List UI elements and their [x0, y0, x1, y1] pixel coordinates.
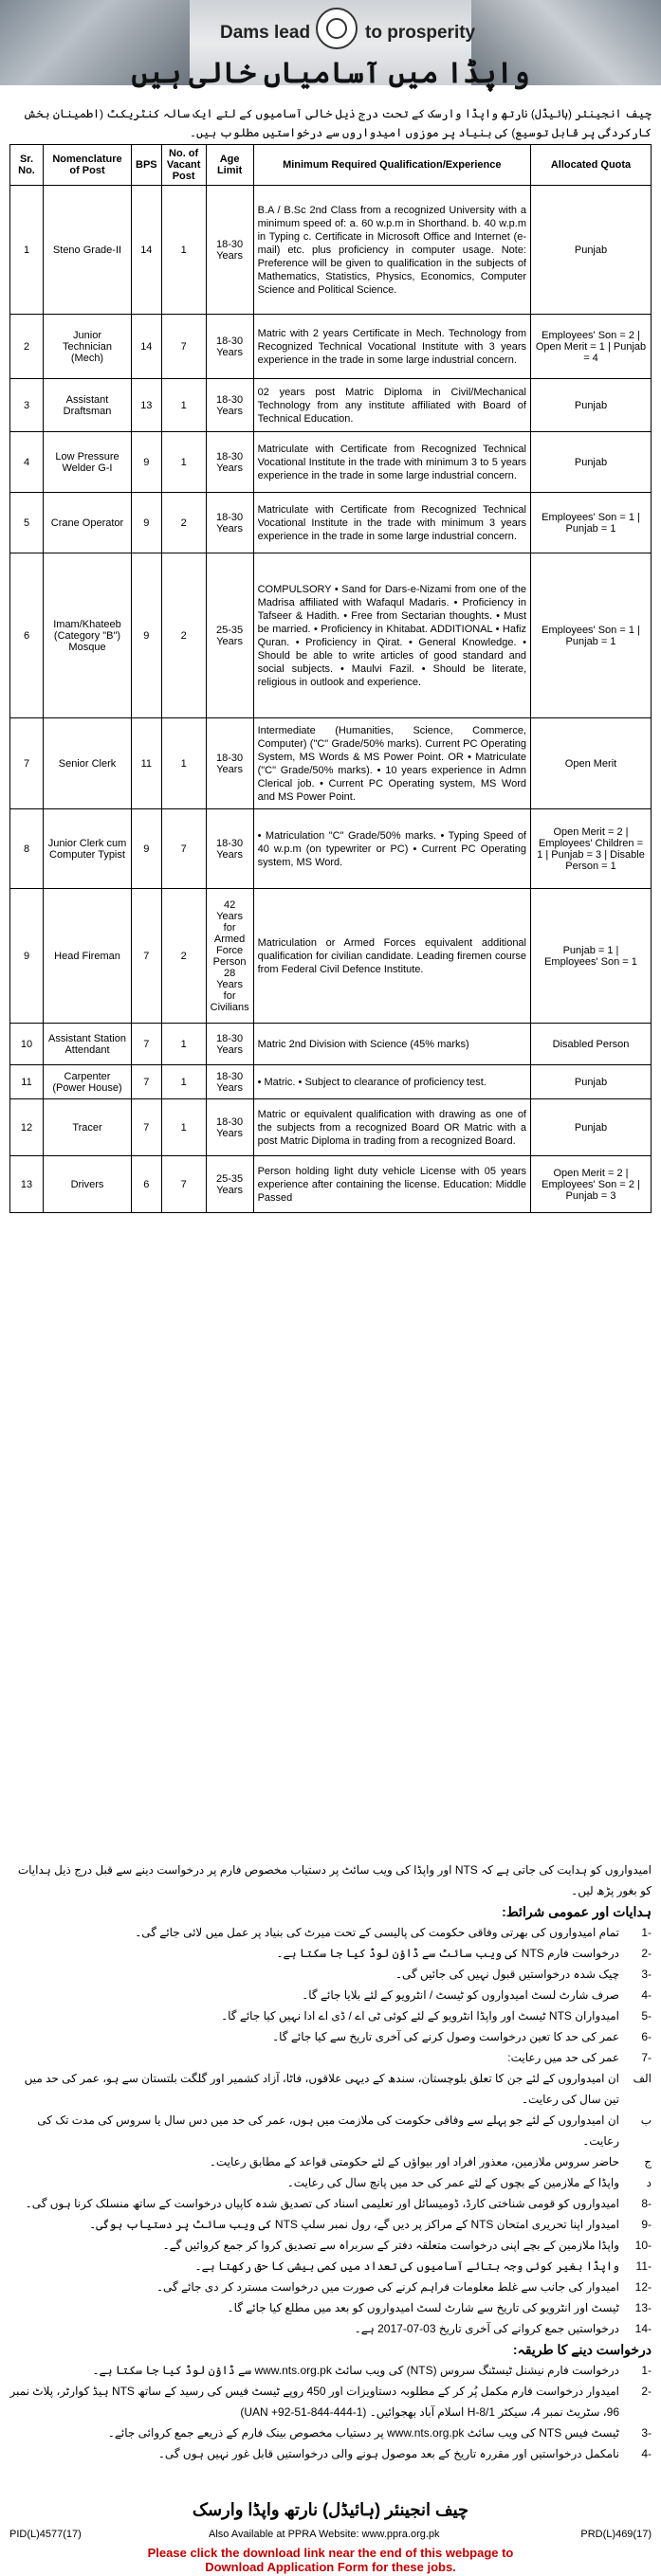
list-item-number: -12	[634, 2280, 652, 2294]
row-post: Crane Operator	[44, 493, 132, 553]
row-vacant: 1	[161, 1024, 206, 1065]
list-item-number: -1	[641, 2364, 652, 2377]
list-item-text: امیدوار کی جانب سے غلط معلومات فراہم کرنے کی صورت میں درخواست مسترد کر دی جائے گی۔	[156, 2280, 619, 2294]
row-age: 18-30 Years	[206, 186, 253, 315]
row-sr: 7	[10, 718, 44, 809]
row-bps: 9	[132, 553, 162, 718]
list-item-text: واپڈا بغیر کوئی وجہ بتائے آسامیوں کی تعداد میں کمی بیشی کا حق رکھتا ہے۔	[194, 2259, 619, 2273]
list-item-number: -7	[641, 2051, 652, 2064]
row-post: Senior Clerk	[44, 718, 132, 809]
row-vacant: 7	[161, 315, 206, 379]
row-qualification: Matriculate with Certificate from Recognized Technical Vocational Institute in the trade with minimum 3 years experience in the trade in some large industrial concern.	[253, 493, 530, 553]
row-bps: 9	[132, 432, 162, 493]
list-item-number: -3	[641, 1968, 652, 1981]
instructions-note: امیدواروں کو ہدایت کی جاتی ہے کہ NTS اور واپڈا کی ویب سائٹ پر دستیاب مخصوص فارم پر درخواست دینے سے قبل درج ذیل ہدایات کو بغور پڑھ لیں۔	[17, 1863, 652, 1897]
table-row	[10, 1156, 652, 1213]
row-vacant: 1	[161, 1065, 206, 1099]
row-quota: Open Merit	[531, 718, 652, 809]
list-item	[9, 1943, 652, 1964]
row-sr: 3	[10, 379, 44, 432]
row-quota: Disabled Person	[531, 1024, 652, 1065]
row-age: 25-35 Years	[206, 553, 253, 718]
page-title: واپڈا میں آسامیاں خالی ہیں	[131, 58, 530, 89]
row-bps: 7	[132, 1024, 162, 1065]
row-age: 18-30 Years	[206, 315, 253, 379]
row-sr: 13	[10, 1156, 44, 1213]
download-line-2: Download Application Form for these jobs.	[205, 2560, 456, 2574]
row-bps: 13	[132, 379, 162, 432]
list-item	[9, 2318, 652, 2339]
list-item-text: درخواستیں جمع کروانے کی آخری تاریخ 03-07-2017 ہے۔	[354, 2322, 619, 2335]
list-item-text: عمر کی حد کا تعین درخواست وصول کرنے کی آخری تاریخ سے کیا جائے گا۔	[272, 2030, 619, 2043]
table-row	[10, 718, 652, 809]
row-vacant: 2	[161, 553, 206, 718]
list-item	[9, 2172, 652, 2193]
row-age: 42 Years for Armed Force Person 28 Years for Civilians	[206, 889, 253, 1024]
row-vacant: 2	[161, 493, 206, 553]
list-item-number: -3	[641, 2426, 652, 2440]
table-row	[10, 315, 652, 379]
row-bps: 9	[132, 809, 162, 889]
list-item-text: ٹیسٹ اور انٹرویو کی تاریخ سے شارٹ لسٹ امیدواروں کو بعد میں مطلع کیا جائے گا۔	[227, 2301, 619, 2314]
list-item-number: -6	[641, 2030, 652, 2043]
list-item-number: ج	[644, 2155, 652, 2168]
row-sr: 2	[10, 315, 44, 379]
list-item-text: ان امیدواروں کے لئے جو پہلے سے وفاقی حکومت کی ملازمت میں ہوں، عمر کی حد میں دس سال یا سروس کی مدت تک کی رعایت۔	[37, 2113, 619, 2148]
row-post: Carpenter (Power House)	[44, 1065, 132, 1099]
row-sr: 9	[10, 889, 44, 1024]
row-qualification: COMPULSORY • Sand for Dars-e-Nizami from one of the Madrisa affiliated with Wafaqul Madaris. • Proficiency in Tafseer & Hadith. • Free from Sectarian thoughts. • Must be married. • Proficiency in Khitabat. ADDITIONAL • Hafiz Quran. • Proficiency in Qirat. • General Knowledge. • Should be able to write articles of good standard and social subjects. • Maulvi Fazil. • Should be literate, religious in outlook and experience.	[253, 553, 530, 718]
list-item	[9, 2005, 652, 2026]
list-item	[9, 2047, 652, 2068]
row-vacant: 1	[161, 379, 206, 432]
list-item-number: د	[646, 2176, 652, 2189]
header-bps: BPS	[132, 145, 162, 186]
row-sr: 11	[10, 1065, 44, 1099]
row-sr: 5	[10, 493, 44, 553]
row-quota: Employees' Son = 1 | Punjab = 1	[531, 493, 652, 553]
row-age: 18-30 Years	[206, 718, 253, 809]
row-post: Tracer	[44, 1099, 132, 1156]
table-header-row	[10, 145, 652, 186]
list-item-number: -2	[641, 1947, 652, 1960]
list-item	[9, 1985, 652, 2005]
list-item-text: امیدوار اپنا تحریری امتحان NTS کے مراکز پر دیں گے، رول نمبر سلپ NTS کی ویب سائٹ پر دستیاب ہوگی۔	[89, 2218, 619, 2231]
list-item-number: -11	[635, 2259, 652, 2273]
list-item-number: -4	[641, 2447, 652, 2460]
row-quota: Punjab	[531, 432, 652, 493]
row-quota: Employees' Son = 2 | Open Merit = 1 | Punjab = 4	[531, 315, 652, 379]
list-item	[9, 2110, 652, 2151]
row-age: 18-30 Years	[206, 432, 253, 493]
row-qualification: Matric 2nd Division with Science (45% marks)	[253, 1024, 530, 1065]
list-item	[9, 2360, 652, 2381]
row-qualification: Matric or equivalent qualification with drawing as one of the subjects from a recognized Board OR Matric with a post Matric Diploma in trading from a recognized Board.	[253, 1099, 530, 1156]
row-vacant: 1	[161, 1099, 206, 1156]
row-post: Assistant Draftsman	[44, 379, 132, 432]
footer-organization: چیف انجینئر (ہائیڈل) نارتھ واپڈا وارسک	[192, 2500, 469, 2519]
footer-ppra: Also Available at PPRA Website: www.ppra.org.pk	[209, 2529, 440, 2540]
row-quota: Open Merit = 2 | Employees' Son = 2 | Punjab = 3	[531, 1156, 652, 1213]
list-item-text: امیدواران NTS ٹیسٹ اور واپڈا انٹرویو کے لئے کوئی ٹی اے / ڈی اے ادا نہیں کیا جائے گا۔	[221, 2009, 619, 2023]
table-row	[10, 1099, 652, 1156]
row-qualification: • Matric. • Subject to clearance of proficiency test.	[253, 1065, 530, 1099]
list-item	[9, 2026, 652, 2047]
row-quota: Punjab	[531, 186, 652, 315]
row-age: 18-30 Years	[206, 493, 253, 553]
table-row	[10, 889, 652, 1024]
row-post: Drivers	[44, 1156, 132, 1213]
row-age: 18-30 Years	[206, 1065, 253, 1099]
list-item-text: چیک شدہ درخواستیں قبول نہیں کی جائیں گی۔	[395, 1968, 619, 1981]
row-post: Low Pressure Welder G-I	[44, 432, 132, 493]
row-bps: 7	[132, 889, 162, 1024]
list-item-text: ان امیدواروں کے لئے جن کا تعلق بلوچستان، سندھ کے دیہی علاقوں، فاٹا، آزاد کشمیر اور گلگت بلتستان سے ہو، عمر کی حد میں تین سال کی رعایت۔	[24, 2072, 619, 2106]
row-post: Imam/Khateeb (Category "B") Mosque	[44, 553, 132, 718]
row-qualification: Matric with 2 years Certificate in Mech. Technology from Recognized Technical Vocational Institute with 3 years experience in the trade in some large industrial concern.	[253, 315, 530, 379]
list-item-number: -10	[634, 2239, 652, 2252]
list-item	[9, 2443, 652, 2464]
list-item	[9, 1922, 652, 1943]
row-qualification: Matriculation or Armed Forces equivalent additional qualification for civilian candidate. Leading firemen course from Federal Civil Defence Institute.	[253, 889, 530, 1024]
download-notice	[0, 2546, 661, 2576]
row-sr: 6	[10, 553, 44, 718]
list-item-text: درخواست فارم NTS کی ویب سائٹ سے ڈاؤن لوڈ کیا جا سکتا ہے۔	[276, 1947, 619, 1960]
list-item-number: -13	[634, 2301, 652, 2314]
list-item-text: صرف شارٹ لسٹ امیدواروں کو ٹیسٹ / انٹرویو کے لئے بلایا جائے گا۔	[302, 1988, 619, 2002]
list-item-text: تمام امیدواروں کی بھرتی وفاقی حکومت کی پالیسی کے تحت میرٹ کی بنیاد پر عمل میں لائی جائے گی۔	[135, 1926, 619, 1939]
row-vacant: 1	[161, 718, 206, 809]
row-sr: 12	[10, 1099, 44, 1156]
download-line-1: Please click the download link near the end of this webpage to	[147, 2546, 514, 2560]
row-bps: 14	[132, 186, 162, 315]
row-bps: 9	[132, 493, 162, 553]
row-bps: 7	[132, 1065, 162, 1099]
header-post: Nomenclature of Post	[44, 145, 132, 186]
list-item-text: نامکمل درخواستیں اور مقررہ تاریخ کے بعد موصول ہونے والی درخواستیں قابل غور نہیں ہوں گی۔	[157, 2447, 619, 2460]
instructions-heading: ہدایات اور عمومی شرائط:	[502, 1904, 652, 1919]
list-item	[9, 2297, 652, 2318]
list-item-number: -4	[641, 1988, 652, 2002]
instructions-list	[9, 1922, 652, 2339]
wapda-logo-icon	[316, 8, 358, 49]
row-quota: Punjab = 1 | Employees' Son = 1	[531, 889, 652, 1024]
row-qualification: Matriculate with Certificate from Recognized Technical Vocational Institute in the trade with minimum 3 to 5 years experience in the trade in some large industrial concern.	[253, 432, 530, 493]
row-sr: 10	[10, 1024, 44, 1065]
list-item-text: امیدواروں کو قومی شناختی کارڈ، ڈومیسائل اور تعلیمی اسناد کی تصدیق شدہ کاپیاں درخواست کے ساتھ منسلک کرنا ہوں گی۔	[25, 2197, 619, 2210]
list-item-number: -9	[641, 2218, 652, 2231]
list-item-text: حاضر سروس ملازمین، معذور افراد اور بیواؤں کے لئے حکومتی قواعد کے مطابق رعایت۔	[209, 2155, 619, 2168]
row-age: 18-30 Years	[206, 809, 253, 889]
list-item-text: عمر کی حد میں رعایت:	[507, 2051, 619, 2064]
row-post: Junior Clerk cum Computer Typist	[44, 809, 132, 889]
list-item	[9, 2068, 652, 2110]
row-vacant: 7	[161, 809, 206, 889]
list-item	[9, 2214, 652, 2235]
list-item-number: -14	[634, 2322, 652, 2335]
row-sr: 8	[10, 809, 44, 889]
banner-tagline-left: Dams lead	[220, 23, 311, 43]
list-item	[9, 2193, 652, 2214]
row-age: 18-30 Years	[206, 1024, 253, 1065]
table-row	[10, 493, 652, 553]
row-qualification: Intermediate (Humanities, Science, Commerce, Computer) ("C" Grade/50% marks). Current PC Operating System, MS Words & MS Power Point. OR • Matriculate ("C" Grade/50% marks). • 10 years experience in Admn Clerical job. • Current PC Operating system, MS Word and MS Power Point.	[253, 718, 530, 809]
intro-text: چیف انجینئر (ہائیڈل) نارتھ واپڈا وارسک کے تحت درج ذیل خالی آسامیوں کے لئے ایک سالہ کنٹریکٹ (اطمینان بخش کارکردگی پر قابل توسیع) کی بنیاد پر موزوں امیدواروں سے درخواستیں مطلوب ہیں۔	[23, 107, 652, 139]
list-item-number: الف	[633, 2072, 652, 2085]
table-row	[10, 379, 652, 432]
row-age: 25-35 Years	[206, 1156, 253, 1213]
banner-tagline-right: to prosperity	[365, 23, 476, 43]
row-post: Head Fireman	[44, 889, 132, 1024]
row-quota: Punjab	[531, 1065, 652, 1099]
row-qualification: 02 years post Matric Diploma in Civil/Mechanical Technology from any institute affiliated with Board of Technical Education.	[253, 379, 530, 432]
list-item	[9, 2235, 652, 2256]
list-item	[9, 2277, 652, 2297]
row-bps: 7	[132, 1099, 162, 1156]
row-post: Steno Grade-II	[44, 186, 132, 315]
row-bps: 6	[132, 1156, 162, 1213]
row-qualification: B.A / B.Sc 2nd Class from a recognized University with a minimum speed of: a. 60 w.p.m in Shorthand. b. 40 w.p.m in Typing c. Certificate in Microsoft Office and Internet (e-mail) etc. plus proficiency in computer usage. Note: Preference will be given to qualification in the subjects of Mathematics, Statistics, Physics, Economics, Computer Science and Political Science.	[253, 186, 530, 315]
row-quota: Punjab	[531, 1099, 652, 1156]
row-quota: Employees' Son = 1 | Punjab = 1	[531, 553, 652, 718]
list-item	[9, 2256, 652, 2277]
howto-heading: درخواست دینے کا طریقہ:	[512, 2342, 652, 2357]
list-item-text: واپڈا کے ملازمین کے بچوں کے لئے عمر کی حد میں پانچ سال کی رعایت۔	[286, 2176, 619, 2189]
table-row	[10, 1065, 652, 1099]
list-item	[9, 2422, 652, 2443]
list-item-text: واپڈا ملازمین کے بچے اپنی درخواست متعلقہ دفتر کے سربراہ سے تصدیق کروا کر جمع کروائیں گے۔	[162, 2239, 619, 2252]
table-row	[10, 186, 652, 315]
row-sr: 4	[10, 432, 44, 493]
row-bps: 11	[132, 718, 162, 809]
list-item-number: -5	[641, 2009, 652, 2023]
row-bps: 14	[132, 315, 162, 379]
row-vacant: 2	[161, 889, 206, 1024]
row-post: Assistant Station Attendant	[44, 1024, 132, 1065]
list-item-number: -1	[641, 1926, 652, 1939]
footer-pid: PID(L)4577(17)	[9, 2529, 82, 2540]
row-sr: 1	[10, 186, 44, 315]
header-sr: Sr. No.	[10, 145, 44, 186]
row-post: Junior Technician (Mech)	[44, 315, 132, 379]
howto-list	[9, 2360, 652, 2464]
header-age: Age Limit	[206, 145, 253, 186]
footer-bar	[0, 2525, 661, 2546]
header-qualification: Minimum Required Qualification/Experience	[253, 145, 530, 186]
list-item	[9, 2151, 652, 2172]
row-quota: Punjab	[531, 379, 652, 432]
row-qualification: Person holding light duty vehicle License with 05 years experience after containing the license. Education: Middle Passed	[253, 1156, 530, 1213]
list-item-text: ٹیسٹ فیس NTS کی ویب سائٹ www.nts.org.pk پر دستیاب مخصوص بینک فارم کے ذریعے جمع کروائی جائے۔	[107, 2426, 619, 2440]
list-item	[9, 1964, 652, 1985]
row-age: 18-30 Years	[206, 379, 253, 432]
row-qualification: • Matriculation "C" Grade/50% marks. • Typing Speed of 40 w.p.m (on typewriter or PC) • Current PC Operating system, MS Word.	[253, 809, 530, 889]
table-row	[10, 809, 652, 889]
header-vacant: No. of Vacant Post	[161, 145, 206, 186]
list-item-text: درخواست فارم نیشنل ٹیسٹنگ سروس (NTS) کی ویب سائٹ www.nts.org.pk سے ڈاؤن لوڈ کیا جا سکتا ہے۔	[92, 2364, 619, 2377]
row-quota: Open Merit = 2 | Employees' Children = 1 | Punjab = 3 | Disable Person = 1	[531, 809, 652, 889]
list-item-number: -8	[641, 2197, 652, 2210]
jobs-table-body	[10, 186, 652, 1213]
row-vacant: 1	[161, 186, 206, 315]
footer-prd: PRD(L)469(17)	[580, 2529, 652, 2540]
list-item-text: امیدوار درخواست فارم مکمل پُر کر کے مطلوبہ دستاویزات اور 450 روپے ٹیسٹ فیس کی رسید کے ساتھ NTS ہیڈ کوارٹر، پلاٹ نمبر 96، سٹریٹ نمبر 4، سیکٹر H-8/1 اسلام آباد بھجوائیں۔ (UAN +92-51-844-444-1)	[9, 2385, 619, 2419]
instructions-section	[9, 1859, 652, 2464]
row-vacant: 7	[161, 1156, 206, 1213]
table-row	[10, 432, 652, 493]
header-quota: Allocated Quota	[531, 145, 652, 186]
row-vacant: 1	[161, 432, 206, 493]
table-row	[10, 1024, 652, 1065]
jobs-table	[9, 144, 652, 1213]
list-item	[9, 2381, 652, 2422]
row-age: 18-30 Years	[206, 1099, 253, 1156]
list-item-number: ب	[640, 2113, 652, 2127]
table-row	[10, 553, 652, 718]
list-item-number: -2	[641, 2385, 652, 2398]
